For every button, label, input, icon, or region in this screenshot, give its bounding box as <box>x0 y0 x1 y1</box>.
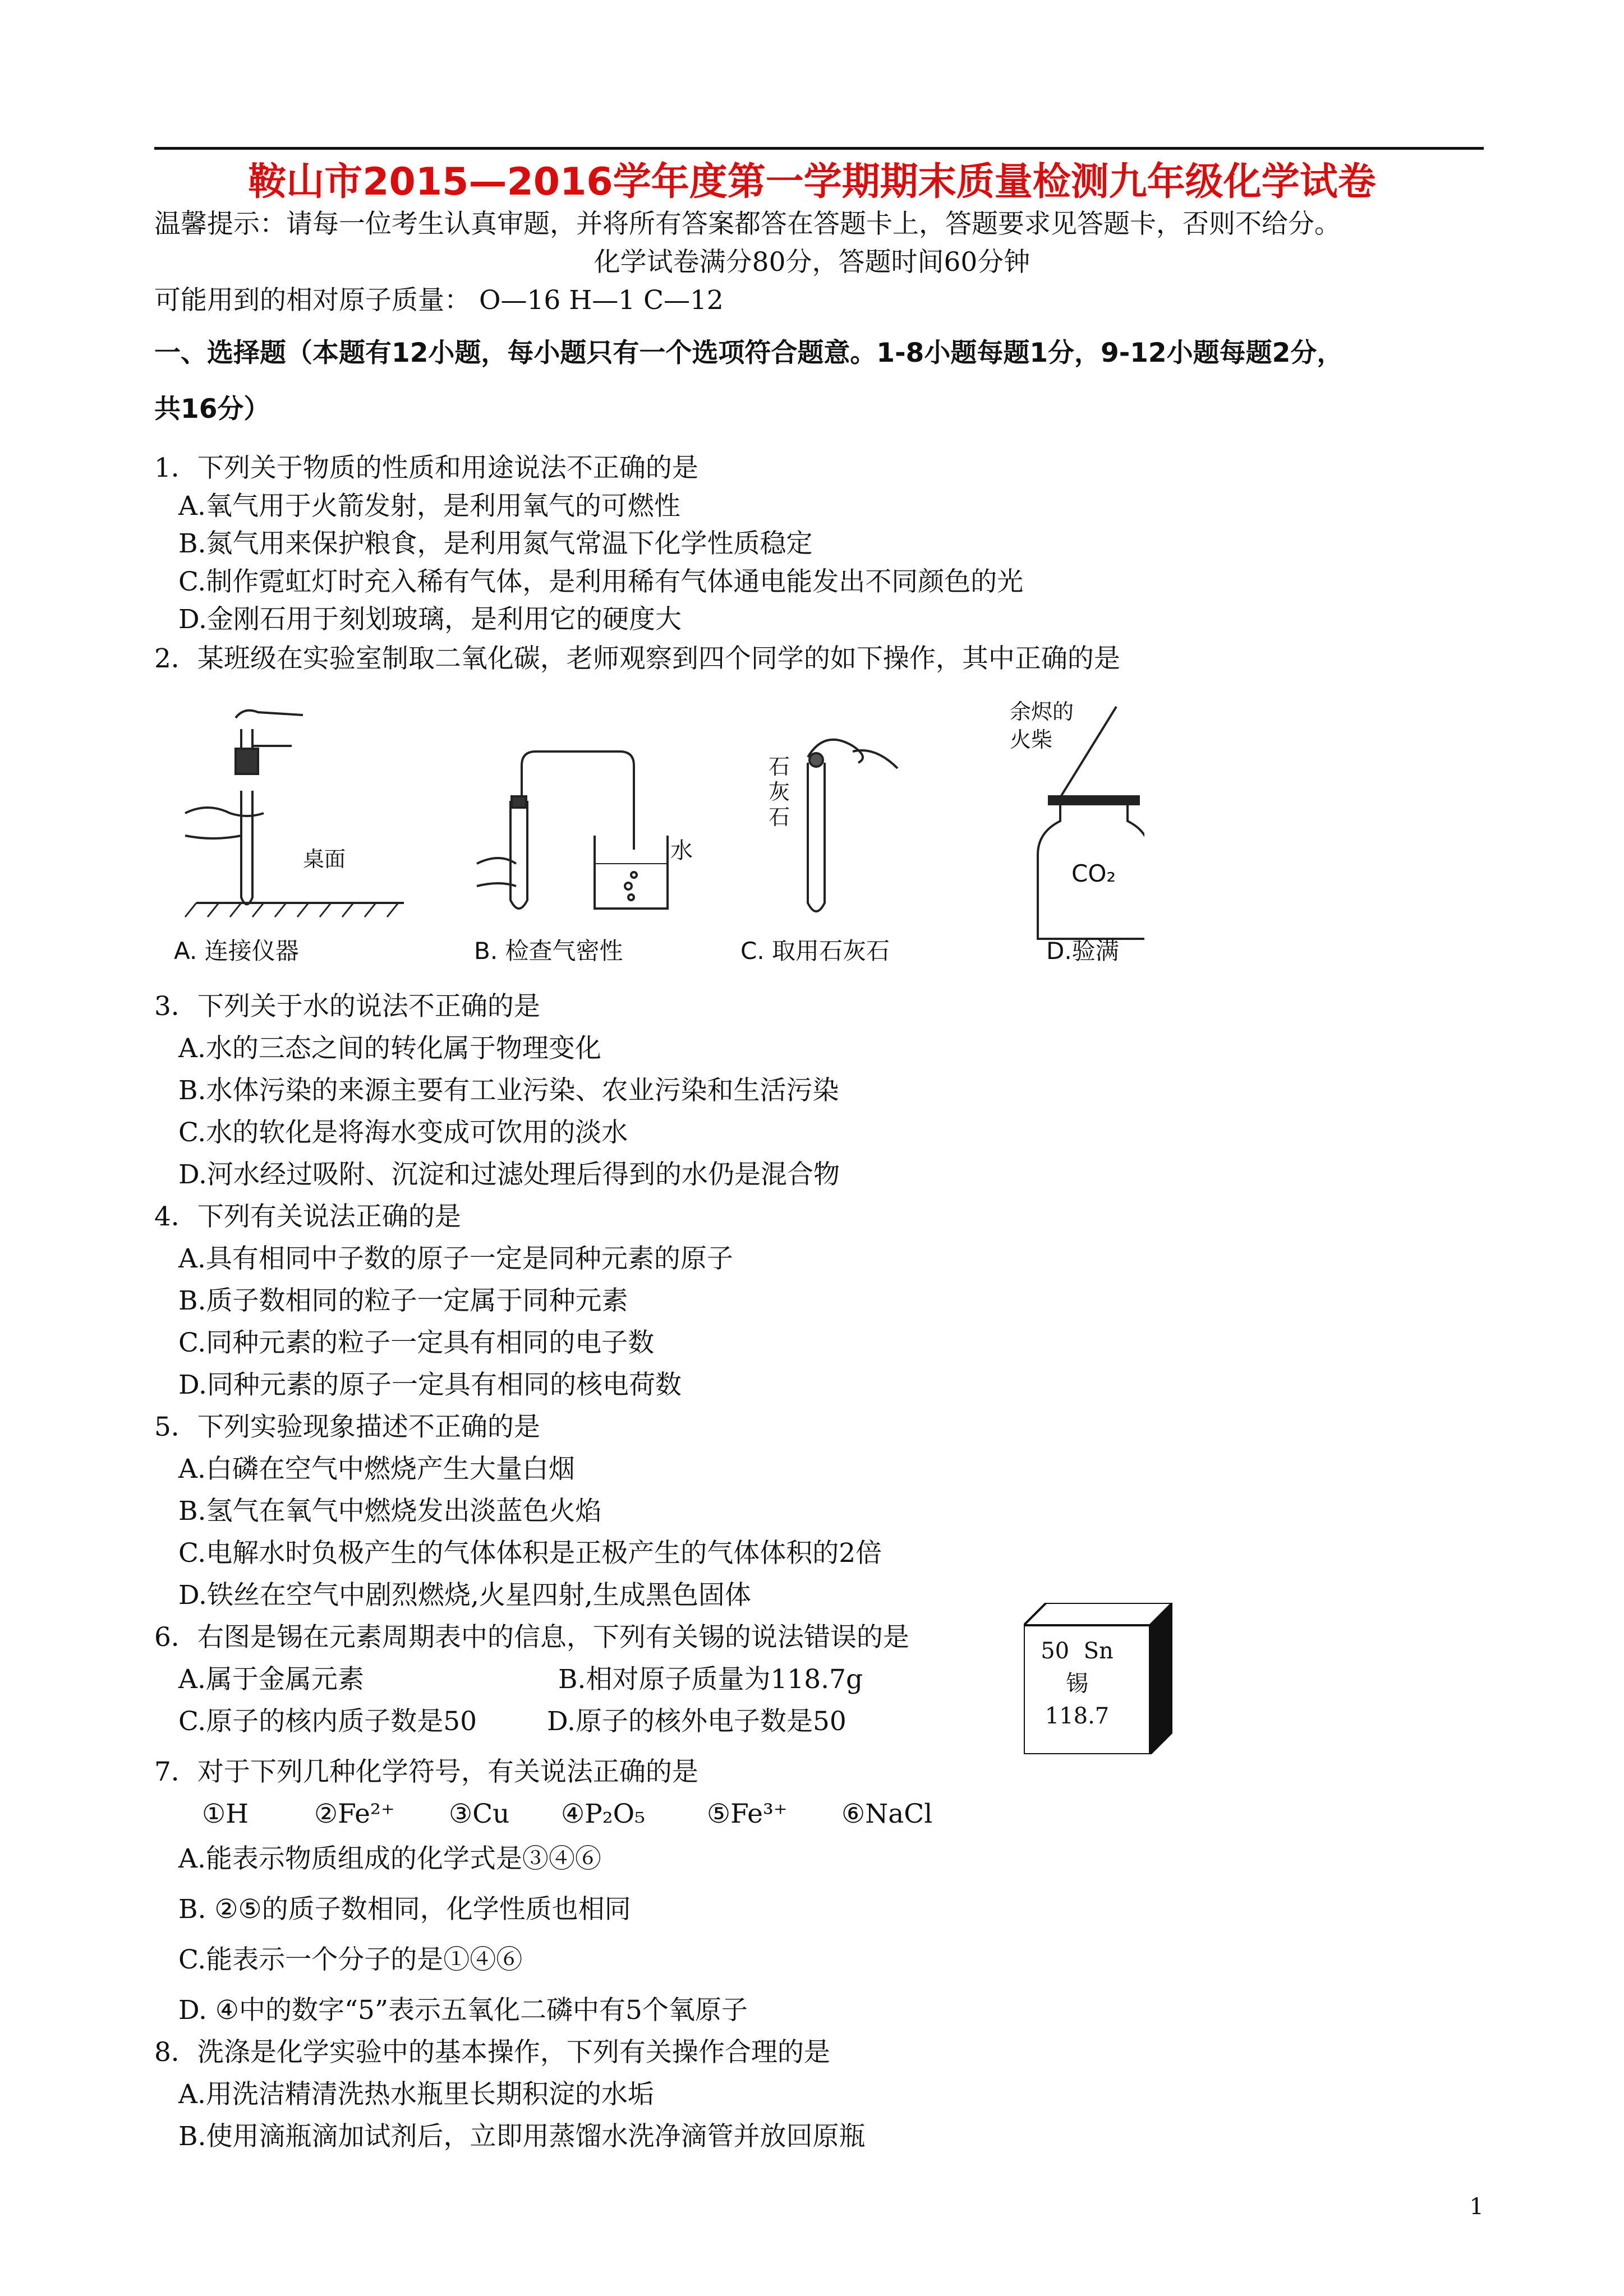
figure-b <box>477 751 668 909</box>
figure-c <box>808 740 898 911</box>
option-b: B.使用滴瓶滴加试剂后，立即用蒸馏水洗净滴管并放回原瓶 <box>178 2121 866 2152</box>
element-symbol: Sn <box>1083 1638 1114 1664</box>
symbol-6: ⑥NaCl <box>841 1799 933 1829</box>
figure-d <box>1038 707 1144 939</box>
option-b: B.氢气在氧气中燃烧发出淡蓝色火焰 <box>178 1496 602 1527</box>
element-number: 50 <box>1041 1638 1070 1664</box>
element-mass: 118.7 <box>1045 1703 1110 1729</box>
header-rule <box>154 147 1484 150</box>
water-label: 水 <box>670 838 693 864</box>
option-c: C.水的软化是将海水变成可饮用的淡水 <box>178 1117 628 1148</box>
page-title: 鞍山市2015—2016学年度第一学期期末质量检测九年级化学试卷 <box>248 160 1376 204</box>
option-c: C.同种元素的粒子一定具有相同的电子数 <box>178 1327 655 1358</box>
option-b: B.氮气用来保护粮食，是利用氮气常温下化学性质稳定 <box>178 528 813 559</box>
option-a: A.氧气用于火箭发射，是利用氧气的可燃性 <box>178 491 680 522</box>
option-d: D.原子的核外电子数是50 <box>547 1706 846 1737</box>
question-stem: 6．右图是锡在元素周期表中的信息，下列有关锡的说法错误的是 <box>154 1622 909 1653</box>
option-a: A.属于金属元素 <box>178 1664 364 1695</box>
symbol-1: ①H <box>202 1799 249 1829</box>
limestone-label-3: 石 <box>769 805 790 829</box>
option-b: B. ②⑤的质子数相同，化学性质也相同 <box>178 1894 631 1925</box>
option-d: D.金刚石用于刻划玻璃，是利用它的硬度大 <box>178 604 682 635</box>
element-number-symbol <box>1027 1638 1128 1665</box>
label-b: B. 检查气密性 <box>474 937 623 965</box>
match-label-2: 火柴 <box>1010 727 1053 752</box>
element-name: 锡 <box>1066 1671 1088 1696</box>
symbol-4: ④P₂O₅ <box>561 1799 645 1829</box>
option-c: C.制作霓虹灯时充入稀有气体，是利用稀有气体通电能发出不同颜色的光 <box>178 566 1024 597</box>
label-d: D.验满 <box>1046 937 1119 965</box>
figure-a <box>185 711 404 917</box>
symbol-3: ③Cu <box>449 1799 510 1829</box>
option-a: A.白磷在空气中燃烧产生大量白烟 <box>178 1454 575 1484</box>
section-heading-cont: 共16分） <box>154 394 270 425</box>
question-stem: 4．下列有关说法正确的是 <box>154 1201 461 1232</box>
option-b: B.质子数相同的粒子一定属于同种元素 <box>178 1285 628 1316</box>
label-a: A. 连接仪器 <box>174 937 299 965</box>
option-d: D.同种元素的原子一定具有相同的核电荷数 <box>178 1370 682 1400</box>
option-c: C.原子的核内质子数是50 <box>178 1706 477 1737</box>
option-d: D.铁丝在空气中剧烈燃烧,火星四射,生成黑色固体 <box>178 1580 751 1611</box>
question-stem: 2．某班级在实验室制取二氧化碳，老师观察到四个同学的如下操作，其中正确的是 <box>154 643 1120 674</box>
symbol-5: ⑤Fe³⁺ <box>707 1799 788 1829</box>
option-b: B.相对原子质量为118.7g <box>558 1664 863 1695</box>
option-d: D.河水经过吸附、沉淀和过滤处理后得到的水仍是混合物 <box>178 1159 840 1190</box>
limestone-label-1: 石 <box>769 754 790 779</box>
section-heading: 一、选择题（本题有12小题，每小题只有一个选项符合题意。1-8小题每题1分，9-12小题每题2分， <box>154 338 1344 368</box>
desk-label: 桌面 <box>303 847 346 872</box>
question-stem: 7．对于下列几种化学符号，有关说法正确的是 <box>154 1756 698 1787</box>
label-c: C. 取用石灰石 <box>740 937 890 965</box>
option-a: A.能表示物质组成的化学式是③④⑥ <box>178 1843 601 1874</box>
option-c: C.电解水时负极产生的气体体积是正极产生的气体体积的2倍 <box>178 1538 882 1569</box>
option-a: A.水的三态之间的转化属于物理变化 <box>178 1033 601 1064</box>
tip-text: 温馨提示：请每一位考生认真审题，并将所有答案都答在答题卡上，答题要求见答题卡，否则不给分。 <box>154 209 1341 239</box>
full-score-text: 化学试卷满分80分，答题时间60分钟 <box>594 247 1030 278</box>
question-stem: 8．洗涤是化学实验中的基本操作，下列有关操作合理的是 <box>154 2037 830 2068</box>
option-a: A.具有相同中子数的原子一定是同种元素的原子 <box>178 1243 733 1274</box>
match-label-1: 余烬的 <box>1010 699 1074 724</box>
page-number: 1 <box>1469 2194 1484 2220</box>
option-c: C.能表示一个分子的是①④⑥ <box>178 1944 523 1975</box>
experiment-figure <box>163 695 1144 976</box>
option-a: A.用洗洁精清洗热水瓶里长期积淀的水垢 <box>178 2079 654 2110</box>
question-stem: 5．下列实验现象描述不正确的是 <box>154 1412 540 1442</box>
atomic-mass-text: 可能用到的相对原子质量： O—16 H—1 C—12 <box>154 285 724 316</box>
question-stem: 3．下列关于水的说法不正确的是 <box>154 991 540 1022</box>
option-b: B.水体污染的来源主要有工业污染、农业污染和生活污染 <box>178 1075 839 1106</box>
co2-label: CO₂ <box>1071 860 1116 887</box>
symbol-2: ②Fe²⁺ <box>314 1799 395 1829</box>
question-stem: 1．下列关于物质的性质和用途说法不正确的是 <box>154 453 698 483</box>
option-d: D. ④中的数字“5”表示五氧化二磷中有5个氧原子 <box>178 1995 748 2026</box>
limestone-label-2: 灰 <box>769 780 790 804</box>
